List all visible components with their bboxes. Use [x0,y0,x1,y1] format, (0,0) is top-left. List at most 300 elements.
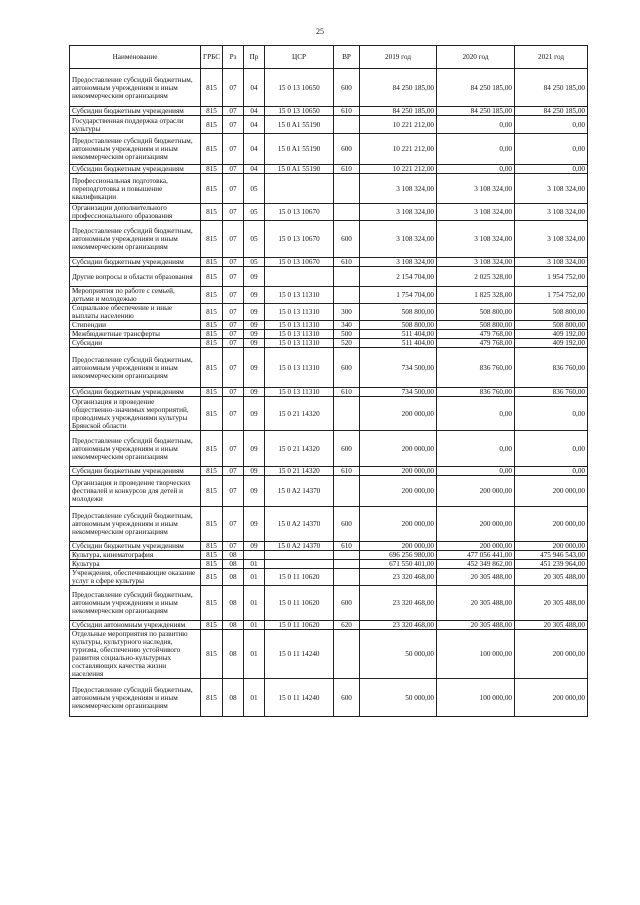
row-pr: 01 [244,586,265,621]
row-grbs: 815 [201,267,223,287]
row-csr: 15 0 A1 55190 [265,116,334,134]
row-pr: 09 [244,467,265,476]
row-2020: 0,00 [437,116,515,134]
row-2019: 734 500,00 [360,388,437,397]
table-body [70,69,588,717]
row-grbs: 815 [201,507,223,542]
row-vr: 600 [334,221,360,258]
row-name: Предоставление субсидий бюджетным, автономным учреждениям и иным некоммерческим организациям [70,679,201,717]
row-grbs: 815 [201,397,223,431]
row-grbs: 815 [201,679,223,717]
row-2021: 0,00 [515,116,588,134]
table-row [70,258,588,267]
row-2020: 836 760,00 [437,388,515,397]
row-grbs: 815 [201,569,223,586]
row-csr: 15 0 11 10620 [265,621,334,630]
page-number: 25 [316,27,324,36]
row-name: Субсидии [70,339,201,348]
row-csr: 15 0 21 14320 [265,467,334,476]
row-pr: 09 [244,287,265,304]
row-name: Государственная поддержка отрасли культуры [70,116,201,134]
row-pr: 05 [244,258,265,267]
header-csr: ЦСР [265,46,334,69]
row-pr: 09 [244,339,265,348]
row-pr: 05 [244,221,265,258]
row-rz: 08 [223,586,244,621]
row-2020: 100 000,00 [437,679,515,717]
row-2019: 84 250 185,00 [360,69,437,107]
row-rz: 08 [223,630,244,679]
row-csr: 15 0 A1 55190 [265,134,334,165]
row-2021: 200 000,00 [515,679,588,717]
row-pr: 04 [244,107,265,116]
table-row [70,304,588,321]
row-rz: 07 [223,339,244,348]
row-2019: 696 256 980,00 [360,551,437,560]
row-rz: 07 [223,134,244,165]
row-2019: 10 221 212,00 [360,165,437,174]
row-pr: 09 [244,388,265,397]
row-2019: 200 000,00 [360,542,437,551]
row-2020: 200 000,00 [437,507,515,542]
row-vr [334,267,360,287]
row-2021: 84 250 185,00 [515,69,588,107]
row-2019: 2 154 704,00 [360,267,437,287]
row-pr: 09 [244,507,265,542]
row-csr: 15 0 A2 14370 [265,476,334,507]
row-csr: 15 0 21 14320 [265,397,334,431]
row-2020: 0,00 [437,467,515,476]
row-2019: 50 000,00 [360,630,437,679]
row-rz: 08 [223,621,244,630]
row-csr: 15 0 11 10620 [265,586,334,621]
row-2020: 0,00 [437,397,515,431]
row-name: Организация и проведение творческих фестивалей и конкурсов для детей и молодежи [70,476,201,507]
table-row [70,165,588,174]
row-pr: 04 [244,165,265,174]
row-grbs: 815 [201,630,223,679]
row-2020: 1 825 328,00 [437,287,515,304]
row-vr: 500 [334,330,360,339]
row-2020: 100 000,00 [437,630,515,679]
row-2021: 200 000,00 [515,630,588,679]
row-2021: 475 946 543,00 [515,551,588,560]
row-2021: 3 108 324,00 [515,204,588,221]
row-pr: 09 [244,542,265,551]
row-pr: 05 [244,174,265,204]
row-rz: 08 [223,679,244,717]
row-rz: 08 [223,569,244,586]
row-2021: 0,00 [515,397,588,431]
row-name: Организации дополнительного профессионального образования [70,204,201,221]
row-pr: 05 [244,204,265,221]
row-2019: 3 108 324,00 [360,221,437,258]
row-name: Субсидии бюджетным учреждениям [70,467,201,476]
header-2020: 2020 год [437,46,515,69]
row-2019: 23 320 468,00 [360,586,437,621]
row-rz: 07 [223,107,244,116]
row-csr: 15 0 13 11310 [265,388,334,397]
row-csr: 15 0 13 11310 [265,348,334,388]
row-2021: 1 954 752,00 [515,267,588,287]
header-2021: 2021 год [515,46,588,69]
row-vr: 610 [334,258,360,267]
row-2020: 3 108 324,00 [437,174,515,204]
row-pr: 09 [244,431,265,467]
row-grbs: 815 [201,542,223,551]
row-2021: 508 800,00 [515,304,588,321]
row-pr: 01 [244,569,265,586]
header-grbs: ГРБС [201,46,223,69]
row-2020: 2 025 328,00 [437,267,515,287]
row-csr: 15 0 21 14320 [265,431,334,467]
row-rz: 08 [223,551,244,560]
header-2019: 2019 год [360,46,437,69]
table-row [70,287,588,304]
row-grbs: 815 [201,621,223,630]
row-rz: 07 [223,69,244,107]
row-vr: 520 [334,339,360,348]
table-row [70,679,588,717]
row-rz: 07 [223,388,244,397]
row-2021: 836 760,00 [515,388,588,397]
row-2020: 0,00 [437,165,515,174]
row-2019: 734 500,00 [360,348,437,388]
row-csr: 15 0 13 11310 [265,321,334,330]
row-rz: 08 [223,560,244,569]
table-row [70,330,588,339]
row-2019: 200 000,00 [360,507,437,542]
row-grbs: 815 [201,348,223,388]
row-csr: 15 0 13 11310 [265,287,334,304]
row-grbs: 815 [201,467,223,476]
row-2021: 200 000,00 [515,542,588,551]
table-row [70,107,588,116]
row-rz: 07 [223,397,244,431]
row-pr: 09 [244,330,265,339]
row-rz: 07 [223,321,244,330]
row-2020: 508 800,00 [437,321,515,330]
row-2021: 200 000,00 [515,476,588,507]
row-rz: 07 [223,204,244,221]
row-grbs: 815 [201,586,223,621]
row-2020: 452 349 862,00 [437,560,515,569]
row-vr [334,569,360,586]
row-rz: 07 [223,467,244,476]
row-name: Субсидии бюджетным учреждениям [70,542,201,551]
row-name: Предоставление субсидий бюджетным, автономным учреждениям и иным некоммерческим организациям [70,134,201,165]
row-2020: 508 800,00 [437,304,515,321]
row-name: Учреждения, обеспечивающие оказание услуг в сфере культуры [70,569,201,586]
row-grbs: 815 [201,551,223,560]
row-2019: 511 404,00 [360,330,437,339]
row-name: Другие вопросы в области образования [70,267,201,287]
table-row [70,476,588,507]
row-grbs: 815 [201,116,223,134]
row-2021: 0,00 [515,165,588,174]
row-pr: 09 [244,321,265,330]
row-pr: 09 [244,348,265,388]
row-vr: 600 [334,134,360,165]
row-csr: 15 0 11 14240 [265,679,334,717]
row-grbs: 815 [201,107,223,116]
row-csr: 15 0 A2 14370 [265,507,334,542]
row-grbs: 815 [201,330,223,339]
row-2020: 20 305 488,00 [437,621,515,630]
table-row [70,467,588,476]
row-2020: 20 305 488,00 [437,569,515,586]
row-grbs: 815 [201,304,223,321]
table-row [70,348,588,388]
table-row [70,560,588,569]
row-2021: 0,00 [515,467,588,476]
row-vr: 600 [334,431,360,467]
table-row [70,134,588,165]
row-2020: 84 250 185,00 [437,69,515,107]
row-rz: 07 [223,476,244,507]
row-2021: 3 108 324,00 [515,174,588,204]
row-name: Субсидии бюджетным учреждениям [70,107,201,116]
row-name: Культура [70,560,201,569]
row-2020: 836 760,00 [437,348,515,388]
row-vr: 610 [334,542,360,551]
row-csr: 15 0 A2 14370 [265,542,334,551]
row-grbs: 815 [201,134,223,165]
table-row [70,507,588,542]
row-vr: 610 [334,107,360,116]
row-pr: 01 [244,679,265,717]
table-row [70,551,588,560]
row-csr: 15 0 13 10670 [265,258,334,267]
row-grbs: 815 [201,476,223,507]
row-csr: 15 0 13 11310 [265,339,334,348]
row-2020: 477 056 441,00 [437,551,515,560]
row-pr: 09 [244,304,265,321]
row-rz: 07 [223,116,244,134]
row-csr: 15 0 13 10650 [265,107,334,116]
row-rz: 07 [223,507,244,542]
row-vr [334,560,360,569]
row-csr [265,174,334,204]
row-csr: 15 0 11 14240 [265,630,334,679]
table-row [70,397,588,431]
row-2019: 200 000,00 [360,431,437,467]
row-2019: 23 320 468,00 [360,569,437,586]
row-2021: 3 108 324,00 [515,258,588,267]
row-2020: 0,00 [437,431,515,467]
row-2019: 50 000,00 [360,679,437,717]
table-row [70,267,588,287]
row-2019: 84 250 185,00 [360,107,437,116]
header-vr: ВР [334,46,360,69]
row-2019: 671 550 401,00 [360,560,437,569]
row-name: Социальное обеспечение и иные выплаты населению [70,304,201,321]
row-rz: 07 [223,431,244,467]
row-name: Предоставление субсидий бюджетным, автономным учреждениям и иным некоммерческим организациям [70,586,201,621]
row-name: Предоставление субсидий бюджетным, автономным учреждениям и иным некоммерческим организациям [70,69,201,107]
row-2021: 836 760,00 [515,348,588,388]
row-csr [265,560,334,569]
row-2020: 200 000,00 [437,476,515,507]
row-grbs: 815 [201,69,223,107]
row-name: Субсидии бюджетным учреждениям [70,165,201,174]
row-name: Профессиональная подготовка, переподготовка и повышение квалификации [70,174,201,204]
row-csr [265,267,334,287]
header-pr: Пр [244,46,265,69]
table-row [70,116,588,134]
table-row [70,388,588,397]
row-name: Субсидии автономным учреждениям [70,621,201,630]
table-row [70,630,588,679]
row-name: Предоставление субсидий бюджетным, автономным учреждениям и иным некоммерческим организациям [70,221,201,258]
table-row [70,321,588,330]
row-grbs: 815 [201,339,223,348]
row-2021: 409 192,00 [515,339,588,348]
row-vr [334,204,360,221]
row-rz: 07 [223,348,244,388]
row-pr: 01 [244,560,265,569]
row-name: Предоставление субсидий бюджетным, автономным учреждениям и иным некоммерческим организациям [70,507,201,542]
row-name: Субсидии бюджетным учреждениям [70,388,201,397]
row-rz: 07 [223,165,244,174]
row-name: Организация и проведение общественно-значимых мероприятий, проводимых учреждениями культуры Брянской области [70,397,201,431]
row-rz: 07 [223,221,244,258]
row-2021: 20 305 488,00 [515,621,588,630]
header-name: Наименование [70,46,201,69]
table-row [70,621,588,630]
row-rz: 07 [223,267,244,287]
row-2021: 409 192,00 [515,330,588,339]
row-2020: 0,00 [437,134,515,165]
row-vr: 620 [334,621,360,630]
row-name: Отдельные мероприятия по развитию культуры, культурного наследия, туризма, обеспечению устойчивого развития социально-культурных составляющих качества жизни населения [70,630,201,679]
row-vr: 610 [334,165,360,174]
row-2020: 20 305 488,00 [437,586,515,621]
row-pr: 09 [244,476,265,507]
table-row [70,542,588,551]
row-name: Стипендии [70,321,201,330]
row-rz: 07 [223,258,244,267]
row-2020: 84 250 185,00 [437,107,515,116]
row-vr: 600 [334,586,360,621]
row-2020: 3 108 324,00 [437,258,515,267]
row-pr: 01 [244,630,265,679]
row-vr [334,174,360,204]
row-name: Предоставление субсидий бюджетным, автономным учреждениям и иным некоммерческим организациям [70,348,201,388]
row-pr: 09 [244,397,265,431]
row-grbs: 815 [201,165,223,174]
row-2021: 451 239 964,00 [515,560,588,569]
row-vr: 600 [334,679,360,717]
table-row [70,339,588,348]
row-2019: 3 108 324,00 [360,258,437,267]
row-vr: 610 [334,467,360,476]
row-rz: 07 [223,287,244,304]
row-rz: 07 [223,542,244,551]
row-grbs: 815 [201,221,223,258]
row-2020: 3 108 324,00 [437,221,515,258]
row-csr: 15 0 13 10670 [265,204,334,221]
row-2021: 20 305 488,00 [515,569,588,586]
budget-table [69,45,588,717]
row-rz: 07 [223,174,244,204]
row-2019: 508 800,00 [360,321,437,330]
row-name: Мероприятия по работе с семьей, детьми и молодежью [70,287,201,304]
row-2019: 511 404,00 [360,339,437,348]
row-2019: 10 221 212,00 [360,116,437,134]
row-vr [334,287,360,304]
row-csr: 15 0 A1 55190 [265,165,334,174]
row-2021: 200 000,00 [515,507,588,542]
row-csr: 15 0 13 11310 [265,304,334,321]
row-name: Межбюджетные трансферты [70,330,201,339]
row-2021: 20 305 488,00 [515,586,588,621]
row-2020: 200 000,00 [437,542,515,551]
row-grbs: 815 [201,174,223,204]
table-header [70,46,588,69]
row-2019: 200 000,00 [360,467,437,476]
row-vr: 600 [334,69,360,107]
row-grbs: 815 [201,321,223,330]
row-pr: 04 [244,116,265,134]
row-grbs: 815 [201,287,223,304]
row-name: Субсидии бюджетным учреждениям [70,258,201,267]
row-vr [334,630,360,679]
table-row [70,431,588,467]
row-pr [244,551,265,560]
row-vr [334,397,360,431]
row-vr [334,476,360,507]
row-grbs: 815 [201,388,223,397]
row-grbs: 815 [201,431,223,467]
row-2020: 3 108 324,00 [437,204,515,221]
table-row [70,204,588,221]
row-2019: 3 108 324,00 [360,174,437,204]
row-2021: 84 250 185,00 [515,107,588,116]
row-vr: 300 [334,304,360,321]
row-vr: 600 [334,348,360,388]
row-2019: 200 000,00 [360,397,437,431]
table-row [70,569,588,586]
row-2021: 0,00 [515,431,588,467]
table-row [70,586,588,621]
row-grbs: 815 [201,204,223,221]
row-name: Культура, кинематография [70,551,201,560]
row-2020: 479 768,00 [437,339,515,348]
row-csr: 15 0 13 10650 [265,69,334,107]
row-2020: 479 768,00 [437,330,515,339]
table-row [70,174,588,204]
row-rz: 07 [223,330,244,339]
row-2019: 23 320 468,00 [360,621,437,630]
row-csr: 15 0 13 11310 [265,330,334,339]
row-vr: 340 [334,321,360,330]
row-2021: 1 754 752,00 [515,287,588,304]
row-2021: 508 800,00 [515,321,588,330]
row-pr: 09 [244,267,265,287]
table-row [70,221,588,258]
row-2019: 3 108 324,00 [360,204,437,221]
row-pr: 01 [244,621,265,630]
row-grbs: 815 [201,258,223,267]
table-row [70,69,588,107]
header-rz: Рз [223,46,244,69]
row-pr: 04 [244,69,265,107]
row-vr [334,116,360,134]
row-2019: 200 000,00 [360,476,437,507]
row-csr: 15 0 13 10670 [265,221,334,258]
row-2021: 3 108 324,00 [515,221,588,258]
